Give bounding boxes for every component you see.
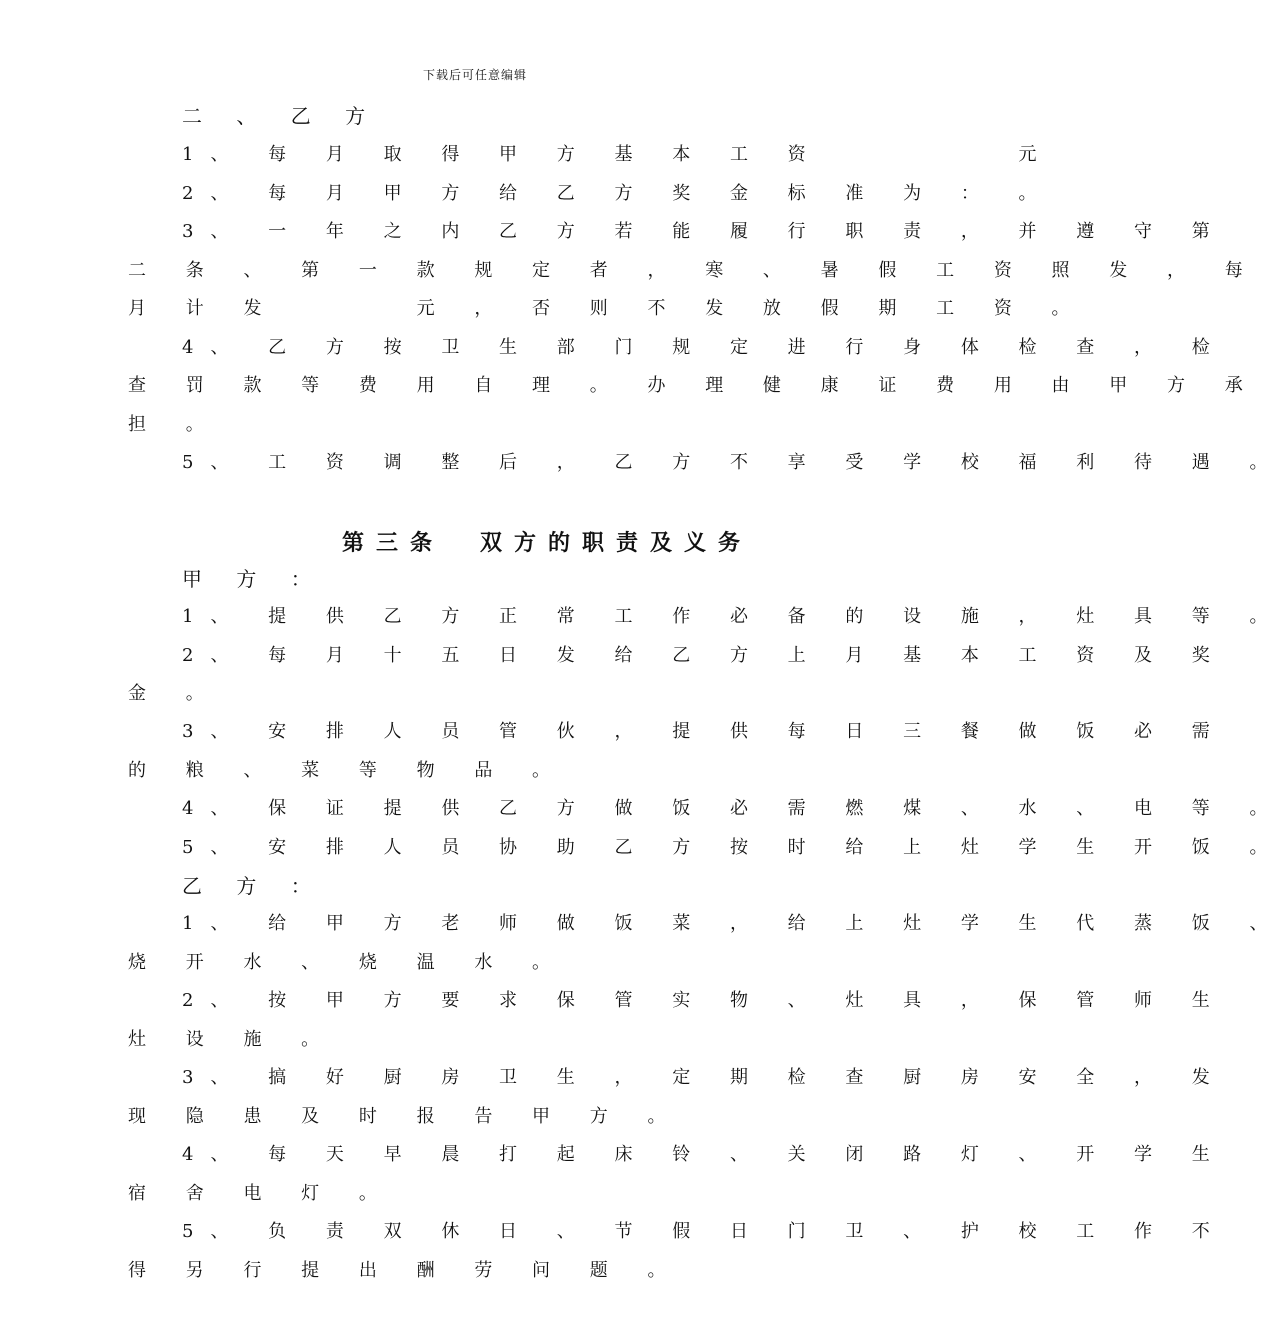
paragraph-line: 查 罚 款 等 费 用 自 理 。 办 理 健 康 证 费 用 由 甲 方 承 [128, 375, 1260, 396]
paragraph-line: 月 计 发 元 ， 否 则 不 发 放 假 期 工 资 。 [128, 298, 1087, 319]
party-b-heading: 乙 方 ： [182, 874, 325, 898]
paragraph-line: 宿 舍 电 灯 。 [128, 1183, 394, 1204]
paragraph-line: 1、 给 甲 方 老 师 做 饭 菜 ， 给 上 灶 学 生 代 蒸 饭 、 [182, 913, 1284, 934]
paragraph-line: 4、 每 天 早 晨 打 起 床 铃 、 关 闭 路 灯 、 开 学 生 [182, 1144, 1227, 1165]
paragraph-line: 烧 开 水 、 烧 温 水 。 [128, 952, 568, 973]
paragraph-line: 4、 乙 方 按 卫 生 部 门 规 定 进 行 身 体 检 查 ， 检 [182, 337, 1227, 358]
paragraph-line: 二 条 、 第 一 款 规 定 者 ， 寒 、 暑 假 工 资 照 发 ， 每 [128, 260, 1260, 281]
paragraph-line: 1、 每 月 取 得 甲 方 基 本 工 资 元 [182, 144, 1054, 165]
paragraph-line: 5、 安 排 人 员 协 助 乙 方 按 时 给 上 灶 学 生 开 饭 。 [182, 837, 1284, 858]
paragraph-line: 灶 设 施 。 [128, 1029, 337, 1050]
paragraph-line: 3、 一 年 之 内 乙 方 若 能 履 行 职 责 ， 并 遵 守 第 [182, 221, 1227, 242]
paragraph-line: 现 隐 患 及 时 报 告 甲 方 。 [128, 1106, 683, 1127]
paragraph-line: 5、 负 责 双 休 日 、 节 假 日 门 卫 、 护 校 工 作 不 [182, 1221, 1227, 1242]
paragraph-line: 金 。 [128, 683, 221, 704]
paragraph-line: 得 另 行 提 出 酬 劳 问 题 。 [128, 1260, 683, 1281]
party-a-heading: 甲 方 ： [182, 567, 325, 591]
paragraph-line: 3、 安 排 人 员 管 伙 ， 提 供 每 日 三 餐 做 饭 必 需 [182, 721, 1227, 742]
paragraph-line: 4、 保 证 提 供 乙 方 做 饭 必 需 燃 煤 、 水 、 电 等 。 [182, 798, 1284, 819]
page-header: 下载后可任意编辑 [422, 68, 527, 82]
paragraph-line: 2、 按 甲 方 要 求 保 管 实 物 、 灶 具 ， 保 管 师 生 [182, 990, 1227, 1011]
paragraph-line: 担 。 [128, 414, 221, 435]
paragraph-line: 5、 工 资 调 整 后 ， 乙 方 不 享 受 学 校 福 利 待 遇 。 [182, 452, 1284, 473]
section-heading: 二 、 乙 方 [182, 104, 380, 128]
article-heading: 双方的职责及义务 [480, 530, 753, 556]
article-number: 第三条 [342, 530, 445, 556]
article-title [342, 526, 752, 557]
paragraph-line: 的 粮 、 菜 等 物 品 。 [128, 760, 568, 781]
paragraph-line: 2、 每 月 甲 方 给 乙 方 奖 金 标 准 为 ： 。 [182, 183, 1054, 204]
paragraph-line: 3、 搞 好 厨 房 卫 生 ， 定 期 检 查 厨 房 安 全 ， 发 [182, 1067, 1227, 1088]
paragraph-line: 1、 提 供 乙 方 正 常 工 作 必 备 的 设 施 ， 灶 具 等 。 [182, 606, 1284, 627]
paragraph-line: 2、 每 月 十 五 日 发 给 乙 方 上 月 基 本 工 资 及 奖 [182, 645, 1227, 666]
